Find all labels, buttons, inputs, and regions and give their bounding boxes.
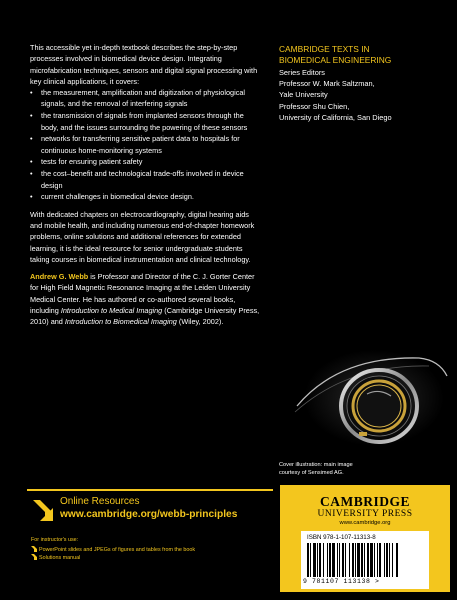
series-editor-affiliation: Yale University: [279, 90, 328, 100]
list-item: • tests for ensuring patient safety: [30, 157, 143, 167]
cover-illustration: [279, 336, 449, 457]
instructor-label: For instructor's use:: [31, 537, 79, 543]
online-resources-heading: Online Resources: [60, 496, 140, 507]
bullet-icon: •: [30, 111, 33, 121]
barcode-digits: 9 781107 113138 >: [303, 578, 380, 585]
series-title: CAMBRIDGE TEXTS IN BIOMEDICAL ENGINEERING: [279, 44, 392, 65]
list-item: • the transmission of signals from implanted sensors through the body, and the issues surrounding the powering of these sensors: [30, 111, 248, 132]
series-editor: Professor Shu Chien,: [279, 101, 350, 111]
barcode-icon: [307, 543, 423, 577]
author-bio: Andrew G. Webb is Professor and Director of the C. J. Gorter Center for High Field Magnetic Resonance Imaging at the Leiden University Medical Center. He has authored or co-authored several books, including Introduction to Medical Imaging (Cambridge University Press, 2010) and Introduction to Biomedical Imaging (Wiley, 2002).: [30, 272, 260, 327]
list-item: PowerPoint slides and JPEGs of figures and tables from the book: [31, 546, 195, 553]
list-item: • the cost–benefit and technological trade-offs involved in device design: [30, 169, 244, 190]
online-resources-link[interactable]: www.cambridge.org/webb-principles: [60, 509, 238, 520]
bullet-icon: •: [30, 157, 33, 167]
publisher-panel: [280, 485, 450, 592]
barcode-panel: [301, 531, 429, 589]
arrow-icon: [31, 546, 37, 552]
list-item: • the measurement, amplification and digitization of physiological signals, and the removal of interfering signals: [30, 88, 246, 109]
publisher-press: UNIVERSITY PRESS: [317, 509, 413, 519]
topic-list: [30, 87, 262, 202]
list-item: Solutions manual: [31, 554, 80, 561]
list-item: • networks for transferring sensitive patient data to hospitals for continuous home-monitoring systems: [30, 134, 240, 155]
contact-lens-sensor-image: [279, 336, 449, 457]
bullet-icon: •: [30, 88, 33, 98]
bullet-icon: •: [30, 169, 33, 179]
series-editor-affiliation: University of California, San Diego: [279, 112, 392, 122]
book-title: Introduction to Biomedical Imaging: [64, 317, 177, 327]
back-cover-blurb: [30, 42, 262, 328]
book-title: Introduction to Medical Imaging: [60, 306, 163, 316]
publisher-name: CAMBRIDGE: [319, 494, 410, 509]
series-info: [279, 44, 449, 123]
publisher-website[interactable]: www.cambridge.org: [339, 520, 391, 526]
arrow-icon: [31, 497, 55, 523]
arrow-icon: [31, 554, 37, 560]
bullet-icon: •: [30, 192, 33, 202]
author-name: Andrew G. Webb: [30, 272, 89, 282]
blurb-intro: This accessible yet in-depth textbook describes the step-by-step processes involved in biomedical device design. Integrating microfabrication techniques, sensors and digital signal processing with key clinical applications, it covers:: [30, 43, 258, 86]
cover-caption: Cover illustration: main image courtesy of Sensimed AG.: [279, 462, 353, 476]
isbn-number: ISBN 978-1-107-11313-8: [307, 534, 376, 541]
online-resources-box: [27, 489, 273, 592]
series-editor: Professor W. Mark Saltzman,: [279, 79, 375, 89]
series-editors-label: Series Editors: [279, 68, 326, 77]
divider: [27, 489, 273, 491]
bullet-icon: •: [30, 134, 33, 144]
list-item: • current challenges in biomedical device design.: [30, 192, 194, 202]
blurb-features: With dedicated chapters on electrocardiography, digital hearing aids and mobile health, and including numerous end-of-chapter homework problems, online solutions and additional references for extended learning, it is the ideal resource for senior undergraduate students taking courses in biomedical instrumentation and clinical technology.: [30, 209, 255, 264]
